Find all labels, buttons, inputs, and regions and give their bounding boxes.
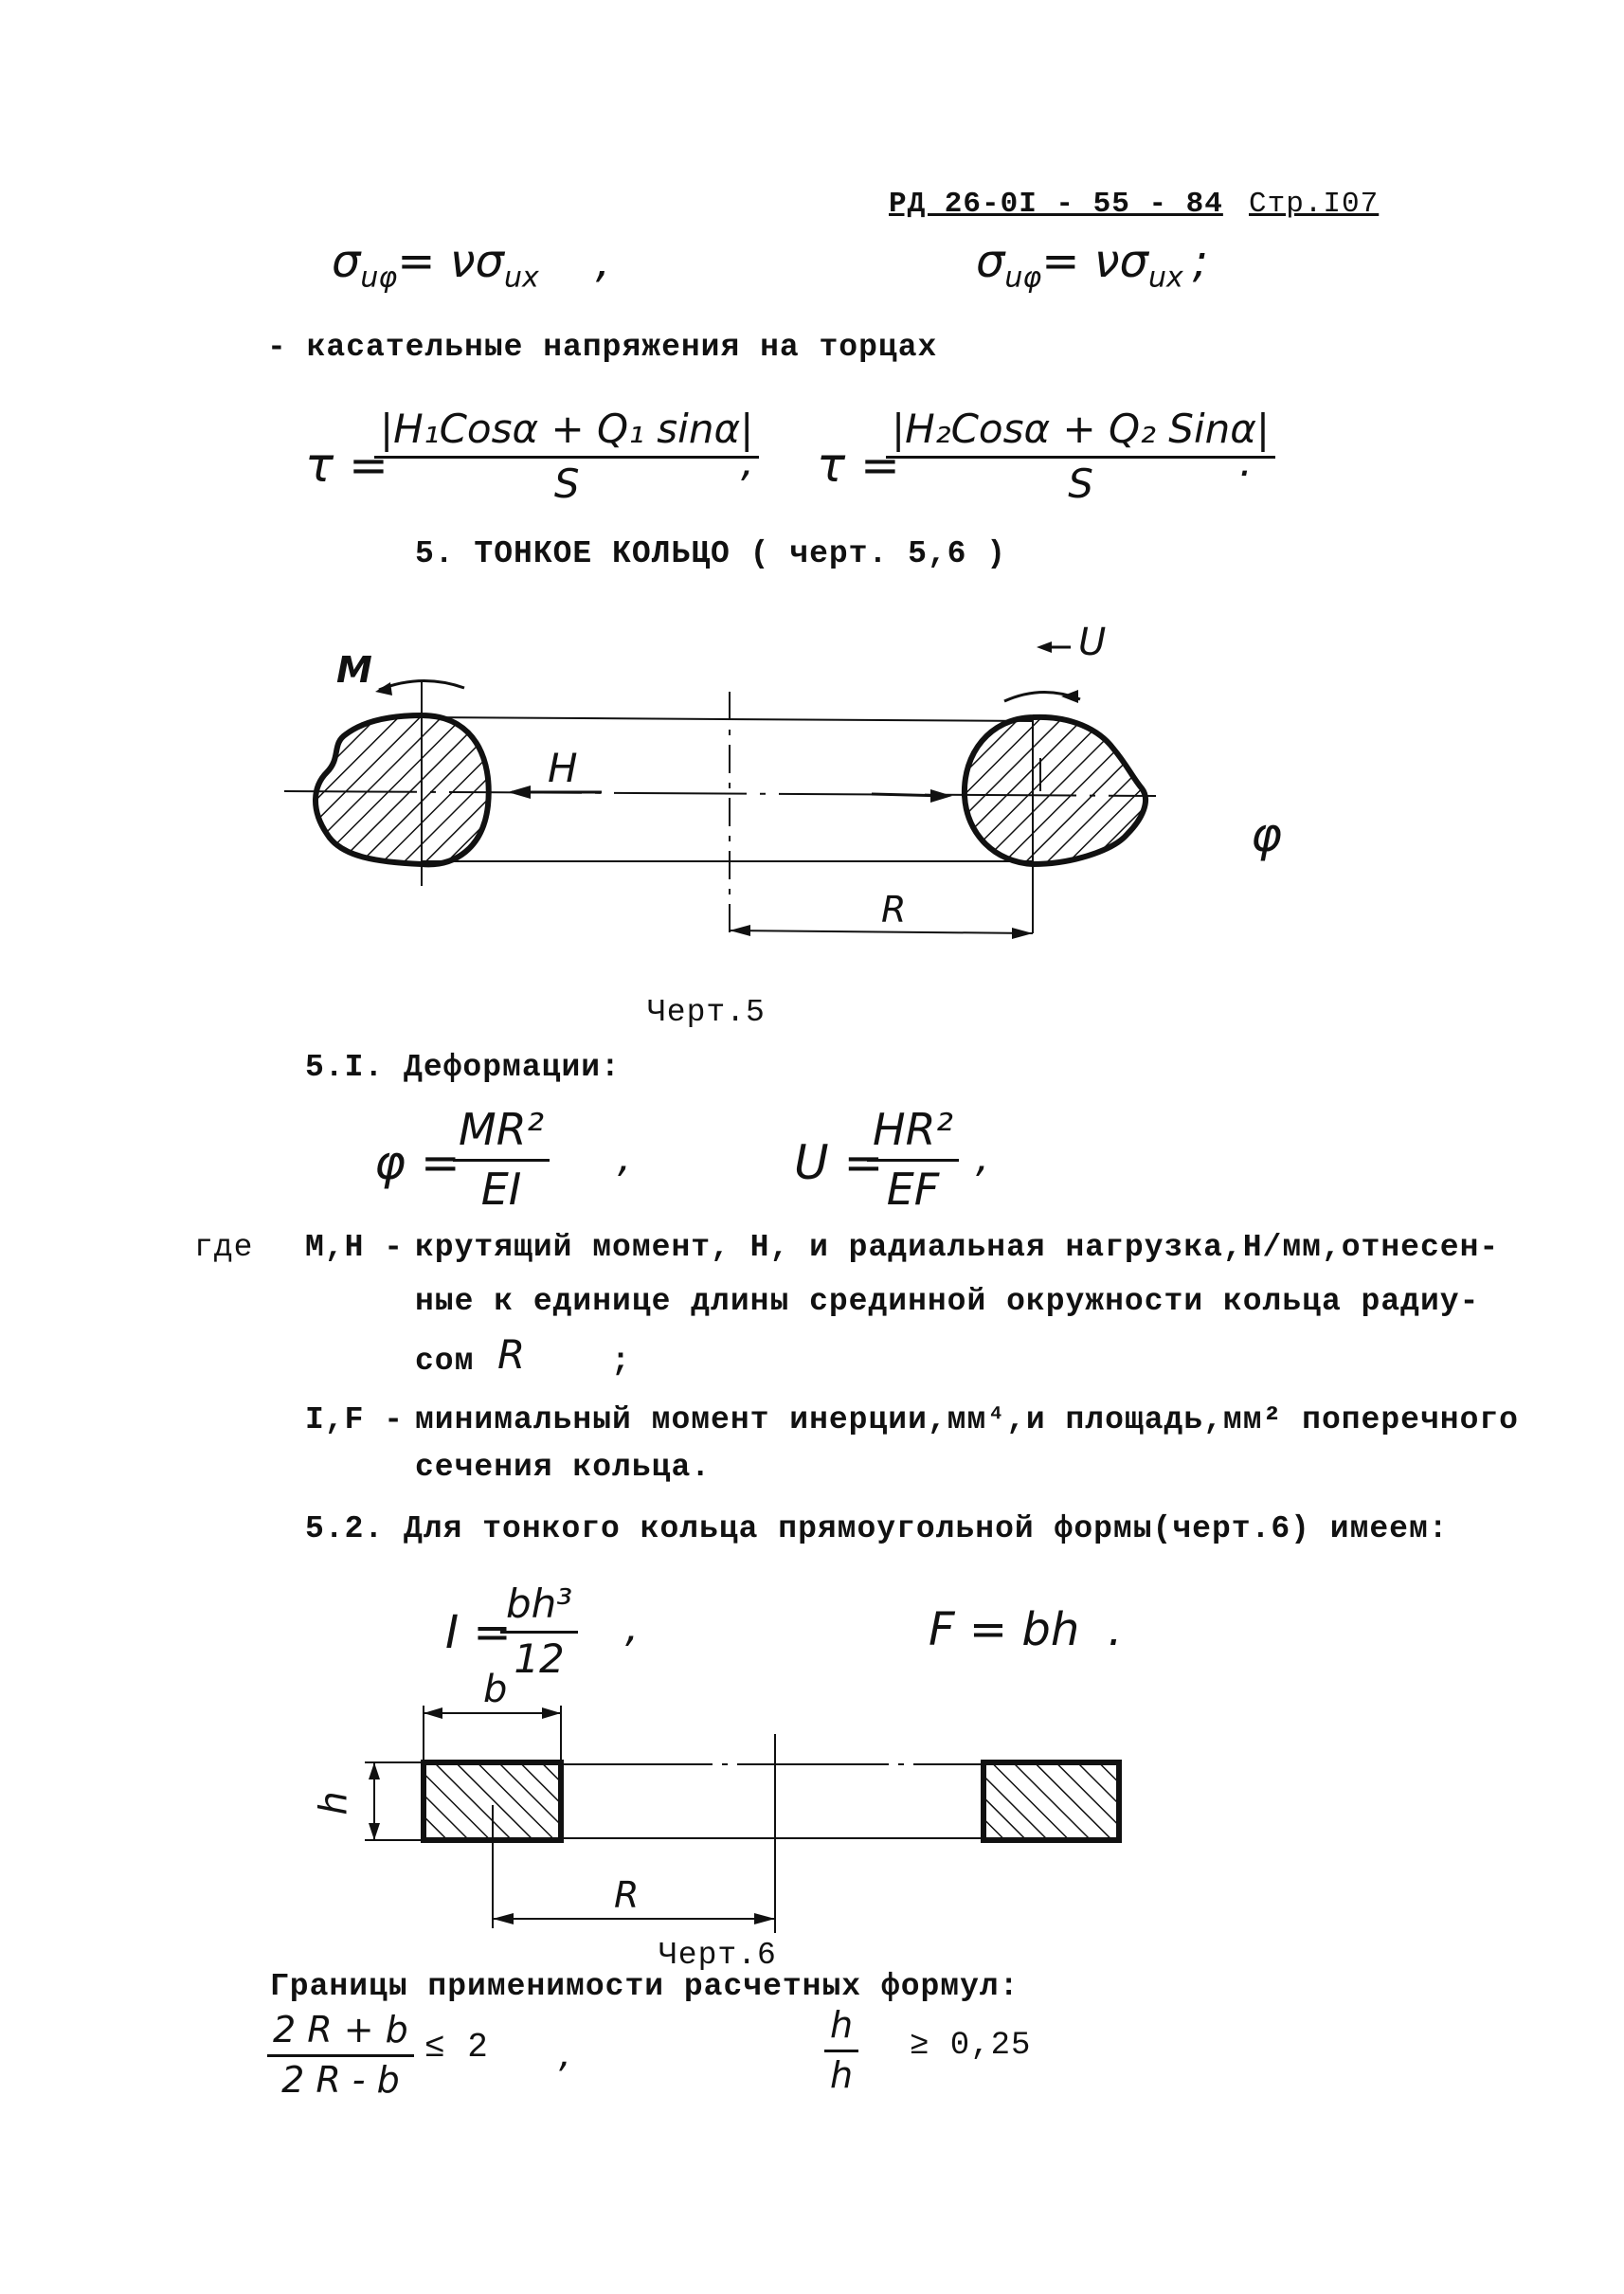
I-fraction: $\frac{\text{bh³}}{12}$ (500, 1581, 578, 1682)
limit1-fraction: $\frac{2 R + b}{2 R - b}$ (267, 2009, 414, 2101)
label-U: U (1078, 621, 1107, 664)
limits-title: Границы применимости расчетных формул: (270, 1969, 1020, 2004)
figure-5-caption: Черт.5 (647, 995, 766, 1030)
shear-stress-text: - касательные напряжения на торцах (267, 330, 938, 365)
document-code: РД 26-0I - 55 - 84 (889, 188, 1223, 221)
section5-title: 5. ТОНКОЕ КОЛЬЦО ( черт. 5,6 ) (415, 536, 1007, 571)
figure-6-caption: Черт.6 (659, 1938, 777, 1973)
label-R-fig6: R (614, 1874, 640, 1916)
where-word: где (194, 1230, 254, 1265)
tau2-fraction: |H₂Cosα + Q₂ Sinα| S (886, 406, 1275, 507)
F-formula: F = bh . (929, 1603, 1123, 1656)
left-ring-section (316, 715, 489, 864)
limit1-separator: , (559, 2032, 571, 2076)
tau1-lhs: τ = (305, 438, 388, 493)
where-item2-line1: минимальный момент инерции,мм⁴,и площадь,мм² поперечного (415, 1402, 1519, 1437)
sigma-formula-left: $\sigma_{u\varphi}= \nu\sigma_{ux}$ , (332, 235, 610, 295)
right-rect-section (983, 1762, 1119, 1840)
u-fraction: $\frac{\text{HR²}}{EF}$ (867, 1104, 959, 1215)
tau2-separator: . (1239, 438, 1253, 486)
label-b: b (483, 1668, 508, 1711)
u-lhs: U = (794, 1135, 884, 1190)
right-ring-section (965, 717, 1146, 864)
phi-separator: , (618, 1133, 631, 1182)
page-number: Стр.I07 (1249, 188, 1380, 221)
label-phi: φ (1251, 807, 1282, 862)
where-item1-line3: сом (415, 1344, 475, 1379)
where-item1-R: R (497, 1331, 526, 1378)
phi-fraction: $\frac{\text{MR²}}{EI}$ (453, 1104, 550, 1215)
subsection-5-2: 5.2. Для тонкого кольца прямоугольной формы(черт.6) имеем: (305, 1511, 1449, 1546)
tau1-fraction: |H₁Cosα + Q₁ sinα| S (374, 406, 759, 507)
label-R-fig5: R (881, 889, 907, 930)
where-item2-line2: сечения кольца. (415, 1450, 712, 1485)
where-item1-line2: ные к единице длины срединной окружности кольца радиу- (415, 1284, 1480, 1319)
I-separator: , (625, 1603, 639, 1652)
limit2-fraction: $\frac{h}{h}$ (824, 2004, 858, 2096)
label-M: M (336, 649, 372, 691)
I-lhs: I = (445, 1606, 512, 1659)
tau1-separator: , (741, 438, 754, 486)
where-item1-line1: крутящий момент, Н, и радиальная нагрузка,Н/мм,отнесен- (415, 1230, 1500, 1265)
where-item1-key: M,H - (305, 1230, 405, 1265)
limit2-relation: ≥ 0,25 (910, 2028, 1032, 2064)
sigma-formula-right: $\sigma_{u\varphi}= \nu\sigma_{ux}$ ; (976, 235, 1208, 295)
where-item1-end: ; (611, 1344, 631, 1379)
phi-lhs: φ = (374, 1135, 460, 1190)
where-item2-key: I,F - (305, 1402, 405, 1437)
tau2-lhs: τ = (817, 438, 900, 493)
subsection-5-1: 5.I. Деформации: (305, 1050, 621, 1085)
label-H: H (548, 745, 578, 791)
limit1-relation: ≤ 2 (424, 2028, 489, 2067)
label-h: h (312, 1791, 356, 1815)
u-separator: , (976, 1133, 989, 1182)
